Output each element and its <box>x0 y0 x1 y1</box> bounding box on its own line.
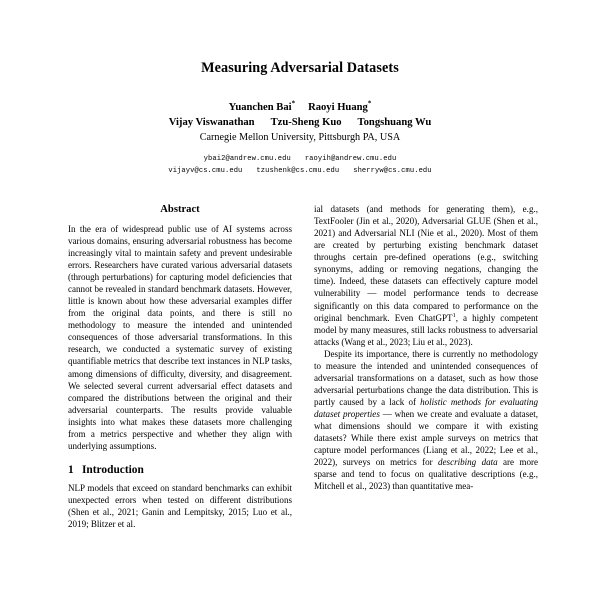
right-column <box>314 203 538 600</box>
author-name: Vijay Viswanathan <box>168 117 255 129</box>
paragraph-text: ial datasets (and methods for generating them), e.g., TextFooler (Jin et al., 2020), Adversarial GLUE (Shen et al., 2021) and Adversarial NLI (Nie et al., 2020). Most of them are created by perturbing existing benchmark dataset throughs certain pre-defined operations (e.g., switching synonyms, adding or removing negations, changing the time). Indeed, these datasets can effectively capture model vulnerability — model performance tends to decrease significantly on this data compared to performance on the original benchmark. Even ChatGPT <box>314 204 538 323</box>
introduction-paragraph: NLP models that exceed on standard benchmarks can exhibit unexpected errors when tested on different distributions (Shen et al., 2021; Ganin and Lempitsky, 2015; Luo et al., 2019; Blitzer et al. <box>68 482 292 529</box>
emphasis-phrase: describing data <box>438 457 498 468</box>
title-block <box>0 0 600 178</box>
author-line-1 <box>60 100 540 115</box>
paragraph-text: , a highly competent model by many measures, still lacks robustness to adversarial attacks (Wang et al., 2023; Liu et al., 2023). <box>314 312 538 347</box>
right-paragraph-1 <box>314 203 538 348</box>
page-title: Measuring Adversarial Datasets <box>201 60 399 76</box>
author-name: Tzu-Sheng Kuo <box>270 117 342 129</box>
email-address[interactable]: raoyih@andrew.cmu.edu <box>304 154 397 163</box>
author-name: Yuanchen Bai* <box>228 99 296 114</box>
footnote-marker[interactable]: 1 <box>452 311 456 319</box>
section-title: Introduction <box>82 463 144 476</box>
abstract-paragraph: In the era of widespread public use of AI systems across various domains, ensuring adversarial robustness has become increasingly vital to maintain safety and prevent undesirable errors. Researchers have curated various adversarial datasets (through perturbations) for capturing model deficiencies that cannot be revealed in standard benchmark datasets. However, little is known about how these adversarial examples differ from the original data points, and there is still no methodology to measure the intended and unintended consequences of those adversarial transformations. In this research, we conducted a systematic survey of existing quantifiable metrics that describe text instances in NLP tasks, among dimensions of difficulty, diversity, and disagreement. We selected several current adversarial effect datasets and compared the distributions between the original and their adversarial counterparts. The results provide valuable insights into what makes these datasets more challenging from a metrics perspective and whether they align with underlying assumptions. <box>68 223 292 451</box>
author-name: Tongshuang Wu <box>357 117 432 129</box>
author-line-2 <box>60 115 540 130</box>
paragraph-text: are more sparse and tend to focus on qualitative descriptions (e.g., Mitchell et al., 2023) than quantitative mea- <box>314 457 538 492</box>
introduction-heading <box>68 463 292 478</box>
author-name: Raoyi Huang* <box>308 99 372 114</box>
email-line-2 <box>60 165 540 177</box>
email-block <box>60 153 540 178</box>
section-number: 1 <box>68 463 74 476</box>
paragraph-text: Despite its importance, there is currently no methodology to measure the intended and unintended consequences of adversarial transformations on a dataset, such as how those adversarial perturbations change the data distribution. This is partly caused by a lack of <box>314 348 538 407</box>
abstract-heading: Abstract <box>160 204 200 215</box>
affiliation: Carnegie Mellon University, Pittsburgh PA, USA <box>199 132 401 144</box>
emphasis-phrase: holistic methods for evaluating dataset properties <box>314 397 538 420</box>
body-columns <box>68 203 538 600</box>
left-column <box>68 203 292 600</box>
author-footnote-marker: * <box>367 99 372 108</box>
paragraph-text: — when we create and evaluate a dataset, what dimensions should we compare it with existing datasets? While there exist ample surveys on metrics that capture model performances (Liang et al., 2022; Lee et al., 2022), surveys on metrics for <box>314 409 538 468</box>
email-address[interactable]: ybai2@andrew.cmu.edu <box>203 154 291 163</box>
author-block <box>60 100 540 146</box>
right-paragraph-2 <box>314 348 538 493</box>
email-address[interactable]: tzushenk@cs.cmu.edu <box>256 167 340 176</box>
email-line-1 <box>60 153 540 165</box>
email-address[interactable]: vijayv@cs.cmu.edu <box>168 167 243 176</box>
author-footnote-marker: * <box>291 99 296 108</box>
email-address[interactable]: sherryw@cs.cmu.edu <box>353 167 432 176</box>
